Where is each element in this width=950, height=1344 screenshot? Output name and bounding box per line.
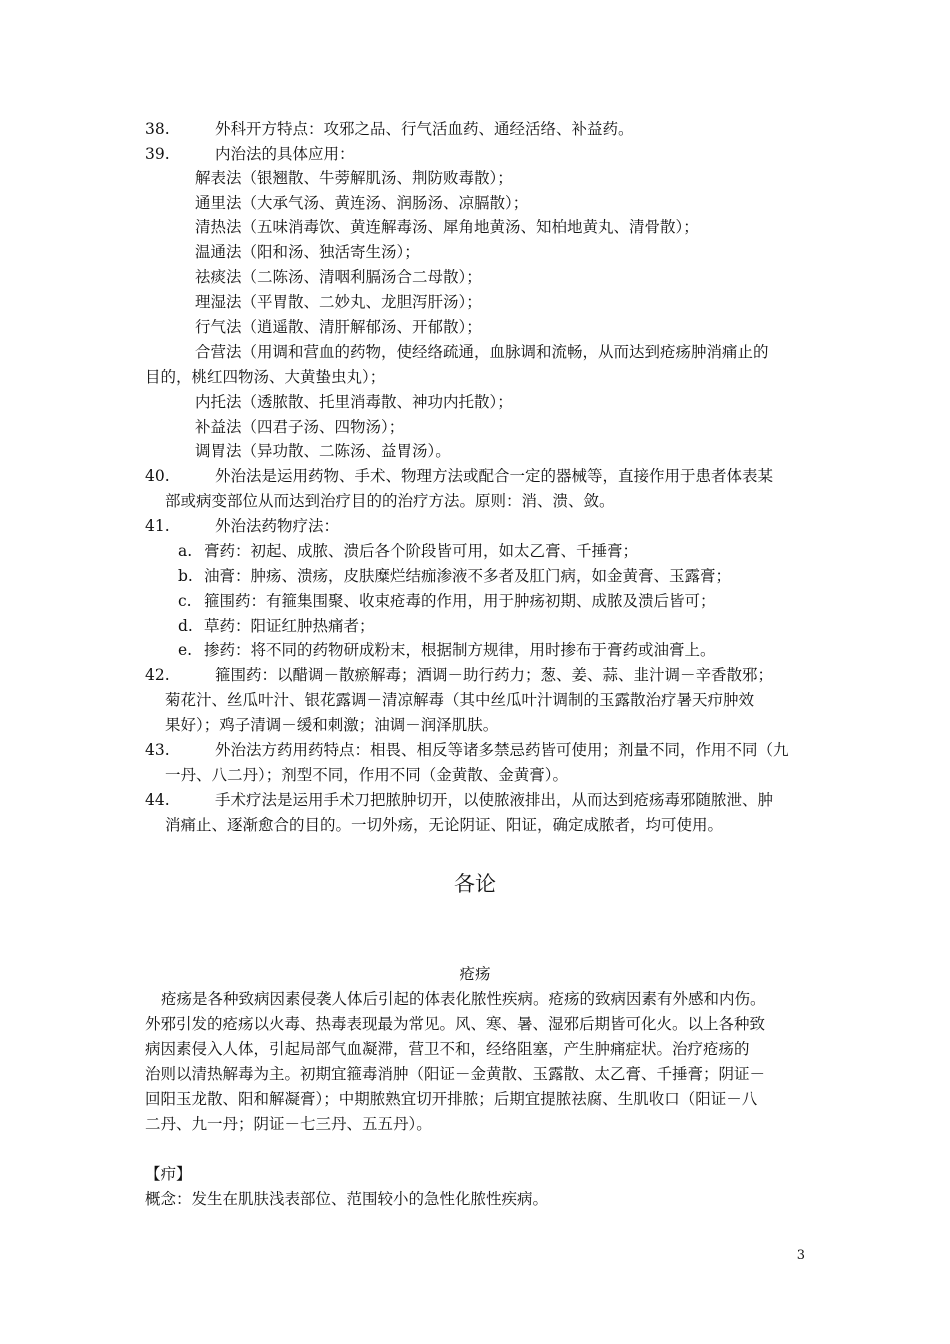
drug-text: 膏药：初起、成脓、溃后各个阶段皆可用，如太乙膏、千捶膏； [204,542,639,560]
drug-text: 草药：阳证红肿热痛者； [204,617,375,635]
method-line: 通里法（大承气汤、黄连汤、润肠汤、凉膈散）； [195,194,529,212]
item-number: 42. [145,666,170,684]
method-line: 祛痰法（二陈汤、清咽利膈汤合二母散）； [195,268,482,286]
item-number: 39. [145,145,170,163]
section-title: 各论 [454,872,496,896]
item-43-continued: 一丹、八二丹）；剂型不同，作用不同（金黄散、金黄膏）。 [165,766,569,784]
item-text: 手术疗法是运用手术刀把脓肿切开，以使脓液排出，从而达到疮疡毒邪随脓泄、肿 [215,791,774,809]
page-number: 3 [796,1248,805,1263]
item-39 [145,142,355,166]
item-42-continued: 果好）；鸡子清调－缓和刺激；油调－润泽肌肤。 [165,716,499,734]
drug-label: b. [178,567,193,585]
item-text: 外治法是运用药物、手术、物理方法或配合一定的器械等，直接作用于患者体表某 [215,467,774,485]
intro-line: 治则以清热解毒为主。初期宜箍毒消肿（阳证－金黄散、玉露散、太乙膏、千捶膏；阴证－ [145,1065,766,1083]
item-38 [145,117,634,141]
item-text: 箍围药：以醋调－散瘀解毒；酒调－助行药力；葱、姜、蒜、韭汁调－辛香散邪； [215,666,774,684]
item-number: 44. [145,791,170,809]
item-text: 外科开方特点：攻邪之品、行气活血药、通经活络、补益药。 [215,120,634,138]
item-text: 内治法的具体应用： [215,145,355,163]
drug-label: d. [178,617,193,635]
method-line: 补益法（四君子汤、四物汤）； [195,418,405,436]
item-number: 40. [145,467,170,485]
drug-text: 掺药：将不同的药物研成粉末，根据制方规律，用时掺布于膏药或油膏上。 [204,641,716,659]
intro-line: 二丹、九一丹；阴证－七三丹、五五丹）。 [145,1115,432,1133]
method-line: 理湿法（平胃散、二妙丸、龙胆泻肝汤）； [195,293,482,311]
drug-label: a. [178,542,193,560]
subsection-title: 疮疡 [459,965,491,983]
item-number: 41. [145,517,170,535]
method-line: 温通法（阳和汤、独活寄生汤）； [195,243,420,261]
drug-label: e. [178,641,193,659]
item-number: 38. [145,120,170,138]
drug-item-a [178,539,638,563]
item-43 [145,738,789,762]
drug-item-b [178,564,731,588]
drug-text: 油膏：肿疡、溃疡，皮肤糜烂结痂渗液不多者及肛门病，如金黄膏、玉露膏； [204,567,732,585]
method-line: 内托法（透脓散、托里消毒散、神功内托散）； [195,393,513,411]
item-42-continued: 菊花汁、丝瓜叶汁、银花露调－清凉解毒（其中丝瓜叶汁调制的玉露散治疗暑天疖肿效 [165,691,755,709]
item-40-continued: 部或病变部位从而达到治疗目的的治疗方法。原则：消、溃、敛。 [165,492,615,510]
drug-item-d [178,614,375,638]
item-text: 外治法方药用药特点：相畏、相反等诸多禁忌药皆可使用；剂量不同，作用不同（九 [215,741,789,759]
method-line-continued: 目的，桃红四物汤、大黄蛰虫丸）； [145,368,386,386]
drug-item-e [178,638,716,662]
method-line: 清热法（五味消毒饮、黄连解毒汤、犀角地黄汤、知柏地黄丸、清骨散）； [195,218,699,236]
item-text: 外治法药物疗法： [215,517,340,535]
bracket-title: 【疖】 [145,1165,192,1183]
intro-line: 疮疡是各种致病因素侵袭人体后引起的体表化脓性疾病。疮疡的致病因素有外感和内伤。 [161,990,766,1008]
drug-label: c. [178,592,192,610]
method-line: 调胃法（异功散、二陈汤、益胃汤）。 [195,442,451,460]
intro-line: 外邪引发的疮疡以火毒、热毒表现最为常见。风、寒、暑、湿邪后期皆可化火。以上各种致 [145,1015,766,1033]
item-41 [145,514,339,538]
drug-item-c [178,589,716,613]
method-line: 合营法（用调和营血的药物，使经络疏通，血脉调和流畅，从而达到疮疡肿消痛止的 [195,343,769,361]
item-40 [145,464,773,488]
intro-line: 病因素侵入人体，引起局部气血凝滞，营卫不和，经络阻塞，产生肿痛症状。治疗疮疡的 [145,1040,750,1058]
method-line: 解表法（银翘散、牛蒡解肌汤、荆防败毒散）； [195,169,513,187]
concept-line: 概念：发生在肌肤浅表部位、范围较小的急性化脓性疾病。 [145,1190,549,1208]
item-42 [145,663,773,687]
drug-text: 箍围药：有箍集围聚、收束疮毒的作用，用于肿疡初期、成脓及溃后皆可； [204,592,716,610]
intro-line: 回阳玉龙散、阳和解凝膏）；中期脓熟宜切开排脓；后期宜提脓祛腐、生肌收口（阳证－八 [145,1090,758,1108]
item-number: 43. [145,741,170,759]
item-44 [145,788,773,812]
item-44-continued: 消痛止、逐渐愈合的目的。一切外疡，无论阴证、阳证，确定成脓者，均可使用。 [165,816,724,834]
method-line: 行气法（逍遥散、清肝解郁汤、开郁散）； [195,318,482,336]
